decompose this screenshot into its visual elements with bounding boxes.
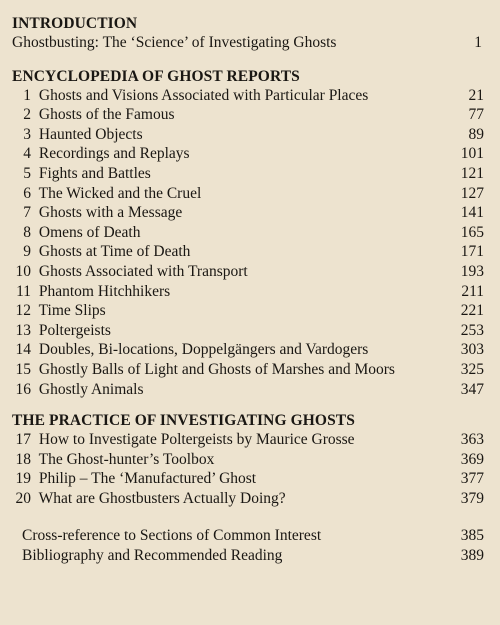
- toc-entry-title: Ghosts Associated with Transport: [38, 262, 248, 280]
- toc-entry[interactable]: [12, 340, 484, 360]
- back-matter-list: [12, 526, 484, 565]
- toc-entry[interactable]: [12, 321, 484, 341]
- toc-entry-number: 14: [15, 341, 31, 359]
- toc-entry-title: Ghostbusting: The ‘Science’ of Investigating Ghosts: [12, 34, 337, 51]
- toc-entry-number: 19: [15, 470, 31, 488]
- toc-entry[interactable]: [12, 164, 484, 184]
- toc-entry-title: Ghosts of the Famous: [38, 106, 175, 124]
- toc-entry-title: Recordings and Replays: [38, 145, 190, 163]
- toc-entry[interactable]: [12, 203, 484, 223]
- toc-entry-title: The Ghost-hunter’s Toolbox: [38, 450, 215, 468]
- toc-entry-page: 121: [460, 164, 484, 182]
- toc-entry-page: 171: [460, 243, 484, 261]
- toc-entry-page: 253: [460, 321, 484, 339]
- toc-entry[interactable]: [12, 105, 484, 125]
- practice-section: [12, 411, 484, 508]
- toc-entry-number: 3: [23, 125, 31, 143]
- practice-heading: THE PRACTICE OF INVESTIGATING GHOSTS: [12, 412, 355, 430]
- toc-entry-page: 89: [468, 125, 484, 143]
- toc-entry-page: 377: [460, 470, 484, 488]
- toc-entry-page: 369: [460, 450, 484, 468]
- encyclopedia-list: [12, 86, 484, 400]
- toc-entry-title: Doubles, Bi-locations, Doppelgängers and Vardogers: [38, 341, 369, 359]
- toc-entry[interactable]: [12, 223, 484, 243]
- toc-entry-title: Ghosts at Time of Death: [38, 243, 191, 261]
- toc-entry[interactable]: [12, 380, 484, 400]
- toc-entry-number: 13: [15, 321, 31, 339]
- toc-entry-number: 10: [15, 262, 31, 280]
- introduction-section: [12, 14, 484, 53]
- toc-entry-title: Omens of Death: [38, 223, 141, 241]
- toc-entry-number: 5: [23, 164, 31, 182]
- toc-entry[interactable]: [12, 86, 484, 106]
- toc-entry-number: 2: [23, 106, 31, 124]
- toc-entry[interactable]: [12, 282, 484, 302]
- toc-entry[interactable]: [12, 125, 484, 145]
- toc-entry-page: 193: [460, 262, 484, 280]
- toc-entry-page: 211: [461, 282, 484, 300]
- toc-entry-title: Haunted Objects: [38, 125, 143, 143]
- toc-entry-page: 127: [460, 184, 484, 202]
- toc-entry[interactable]: [12, 489, 484, 509]
- toc-entry-page: 389: [460, 547, 484, 565]
- encyclopedia-heading: ENCYCLOPEDIA OF GHOST REPORTS: [12, 67, 300, 85]
- toc-entry-title: Bibliography and Recommended Reading: [22, 547, 283, 565]
- toc-entry-page: 21: [468, 86, 484, 104]
- toc-entry-page: 325: [460, 360, 484, 378]
- toc-entry-title: Phantom Hitchhikers: [38, 282, 171, 300]
- toc-entry-page: 165: [460, 223, 484, 241]
- toc-entry-title: Fights and Battles: [38, 164, 151, 182]
- toc-entry-title: Poltergeists: [38, 321, 111, 339]
- toc-entry-page: 385: [460, 527, 484, 545]
- toc-entry-number: 18: [15, 450, 31, 468]
- toc-entry-number: 6: [23, 184, 31, 202]
- toc-entry-page: 221: [460, 302, 484, 320]
- introduction-heading: INTRODUCTION: [12, 15, 138, 32]
- toc-entry-number: 20: [15, 489, 31, 507]
- toc-entry[interactable]: [12, 144, 484, 164]
- toc-entry-title: Ghostly Balls of Light and Ghosts of Marshes and Moors: [38, 360, 395, 378]
- toc-entry-number: 16: [15, 380, 31, 398]
- toc-entry-title: What are Ghostbusters Actually Doing?: [38, 489, 286, 507]
- toc-entry-page: 347: [460, 380, 484, 398]
- toc-entry-page: 1: [474, 34, 482, 51]
- toc-entry-number: 15: [15, 360, 31, 378]
- encyclopedia-section: [12, 67, 484, 400]
- toc-entry[interactable]: [12, 469, 484, 489]
- toc-entry-page: 77: [468, 106, 484, 124]
- toc-entry-title: Ghosts with a Message: [38, 204, 183, 222]
- toc-entry-title: Philip – The ‘Manufactured’ Ghost: [38, 470, 257, 488]
- toc-entry-number: 4: [23, 145, 31, 163]
- toc-entry-number: 8: [23, 223, 31, 241]
- toc-entry-title: Cross-reference to Sections of Common Interest: [22, 527, 322, 545]
- toc-entry-number: 1: [23, 86, 31, 104]
- toc-entry[interactable]: [12, 262, 484, 282]
- toc-entry-page: 363: [460, 431, 484, 449]
- toc-entry-title: How to Investigate Poltergeists by Maurice Grosse: [38, 431, 355, 449]
- toc-entry-title: Ghostly Animals: [38, 380, 144, 398]
- toc-entry-page: 379: [460, 489, 484, 507]
- toc-entry[interactable]: [12, 242, 484, 262]
- toc-entry[interactable]: [12, 360, 484, 380]
- toc-entry-title: Time Slips: [38, 302, 106, 320]
- toc-entry-number: 12: [15, 302, 31, 320]
- toc-entry-number: 7: [23, 204, 31, 222]
- practice-list: [12, 430, 484, 508]
- toc-entry[interactable]: [12, 184, 484, 204]
- toc-entry-page: 101: [460, 145, 484, 163]
- toc-entry-number: 17: [15, 431, 31, 449]
- toc-entry-page: 141: [460, 204, 484, 222]
- toc-entry[interactable]: [12, 450, 484, 470]
- toc-entry[interactable]: [22, 526, 484, 546]
- toc-entry[interactable]: [12, 430, 484, 450]
- toc-entry-introduction[interactable]: [12, 33, 484, 53]
- toc-entry[interactable]: [22, 546, 484, 566]
- toc-entry-number: 11: [16, 282, 31, 300]
- toc-entry[interactable]: [12, 301, 484, 321]
- toc-entry-number: 9: [23, 243, 31, 261]
- toc-entry-title: The Wicked and the Cruel: [38, 184, 202, 202]
- toc-entry-page: 303: [460, 341, 484, 359]
- toc-entry-title: Ghosts and Visions Associated with Particular Places: [38, 86, 369, 104]
